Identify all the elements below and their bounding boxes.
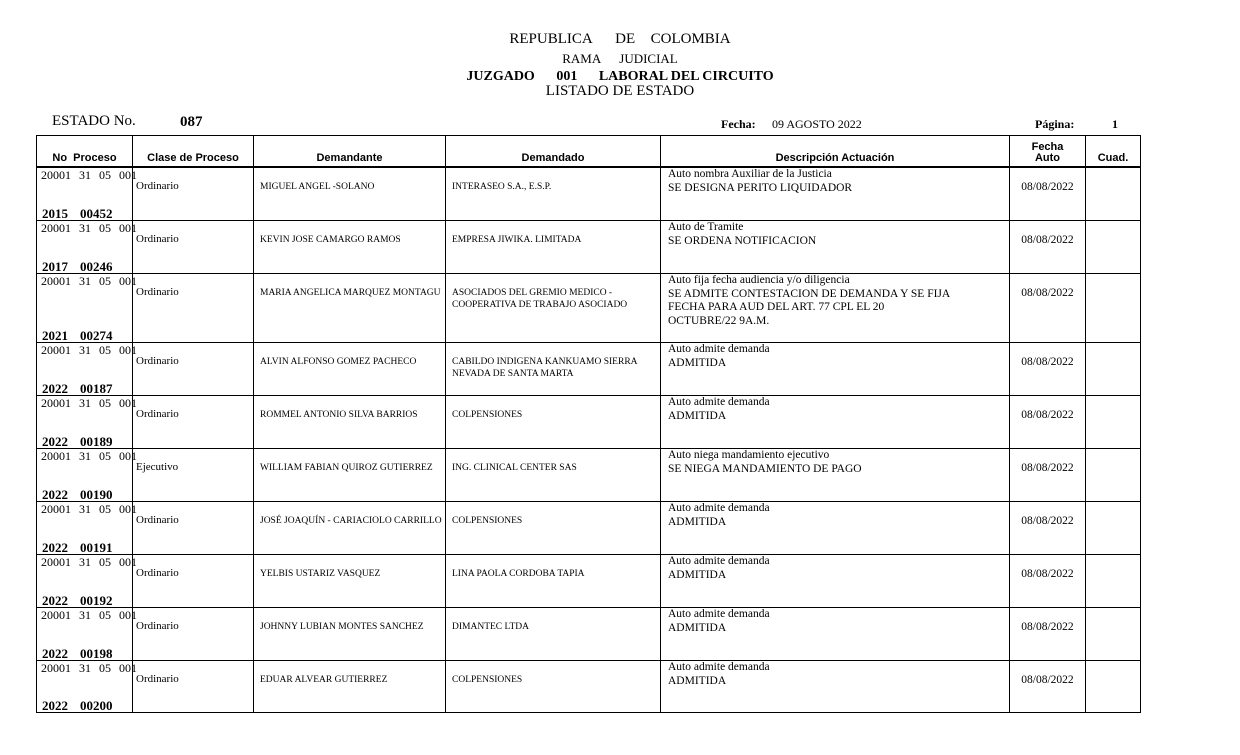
proceso-number: 00191 [80, 540, 113, 555]
proceso-number: 00198 [80, 646, 113, 661]
table-row [37, 608, 1141, 661]
col-header-demandado: Demandado [446, 136, 661, 168]
cell-clase: Ordinario [133, 221, 254, 274]
descripcion-detail: ADMITIDA [668, 409, 727, 422]
cell-cuad [1086, 502, 1141, 555]
cell-proceso [37, 608, 137, 661]
col-header-demandante: Demandante [254, 136, 446, 168]
cell-descripcion [661, 502, 1010, 555]
pagina-label: Página: [1035, 117, 1075, 131]
pagina-value: 1 [1112, 117, 1118, 131]
cell-demandado: ING. CLINICAL CENTER SAS [446, 449, 661, 502]
cell-clase: Ordinario [133, 608, 254, 661]
cell-fecha-auto: 08/08/2022 [1010, 555, 1086, 608]
cell-descripcion [661, 449, 1010, 502]
header-listing-title: LISTADO DE ESTADO [545, 83, 695, 99]
cell-proceso [37, 167, 137, 221]
proceso-number: 00452 [80, 206, 113, 221]
fecha-value: 09 AGOSTO 2022 [772, 117, 862, 131]
cell-fecha-auto: 08/08/2022 [1010, 502, 1086, 555]
descripcion-title: Auto nombra Auxiliar de la Justicia [668, 168, 832, 180]
cell-cuad [1086, 449, 1141, 502]
descripcion-detail: SE NIEGA MANDAMIENTO DE PAGO [668, 462, 862, 475]
cell-demandado: LINA PAOLA CORDOBA TAPIA [446, 555, 661, 608]
cell-fecha-auto: 08/08/2022 [1010, 661, 1086, 713]
cell-cuad [1086, 343, 1141, 396]
cell-clase: Ordinario [133, 555, 254, 608]
cell-demandado: COLPENSIONES [446, 661, 661, 713]
cell-cuad [1086, 396, 1141, 449]
table-row [37, 502, 1141, 555]
cell-descripcion [661, 608, 1010, 661]
estado-label: ESTADO No. [52, 113, 136, 129]
cell-fecha-auto: 08/08/2022 [1010, 608, 1086, 661]
cell-demandante: JOSÉ JOAQUÍN - CARIACIOLO CARRILLO [254, 502, 446, 555]
table-row [37, 343, 1141, 396]
proceso-code: 20001 31 05 001 [41, 396, 137, 410]
table-row [37, 396, 1141, 449]
cell-descripcion [661, 343, 1010, 396]
cell-demandante: ROMMEL ANTONIO SILVA BARRIOS [254, 396, 446, 449]
table-row [37, 274, 1141, 343]
descripcion-title: Auto fija fecha audiencia y/o diligencia [668, 274, 850, 286]
descripcion-title: Auto admite demanda [668, 343, 770, 355]
cell-fecha-auto: 08/08/2022 [1010, 343, 1086, 396]
descripcion-detail: ADMITIDA [668, 621, 727, 634]
cell-demandado: ASOCIADOS DEL GREMIO MEDICO - COOPERATIVA DE TRABAJO ASOCIADO [446, 274, 661, 343]
cell-fecha-auto: 08/08/2022 [1010, 274, 1086, 343]
cell-cuad [1086, 274, 1141, 343]
cell-clase: Ordinario [133, 396, 254, 449]
proceso-code: 20001 31 05 001 [41, 274, 137, 288]
header-country: REPUBLICA DE COLOMBIA [509, 31, 731, 47]
cell-fecha-auto: 08/08/2022 [1010, 396, 1086, 449]
cell-demandado: COLPENSIONES [446, 502, 661, 555]
table-row [37, 555, 1141, 608]
col-header-fecha-auto-line2: Auto [1034, 152, 1061, 164]
descripcion-detail: ADMITIDA [668, 356, 727, 369]
cell-clase: Ejecutivo [133, 449, 254, 502]
proceso-number: 00246 [80, 259, 113, 274]
proceso-number: 00192 [80, 593, 113, 608]
table-header-row [37, 136, 1141, 168]
cell-cuad [1086, 555, 1141, 608]
cell-demandado: CABILDO INDIGENA KANKUAMO SIERRA NEVADA DE SANTA MARTA [446, 343, 661, 396]
cell-clase: Ordinario [133, 502, 254, 555]
descripcion-detail: SE ADMITE CONTESTACION DE DEMANDA Y SE FIJA FECHA PARA AUD DEL ART. 77 CPL EL 20 OCTUBRE/22 9A.M. [668, 287, 950, 327]
cell-proceso [37, 555, 137, 608]
cell-fecha-auto: 08/08/2022 [1010, 167, 1086, 221]
proceso-code: 20001 31 05 001 [41, 555, 137, 569]
proceso-code: 20001 31 05 001 [41, 343, 137, 357]
proceso-year: 2022 [42, 593, 68, 608]
col-header-fecha-auto-line1: Fecha [1031, 141, 1064, 153]
cell-demandante: YELBIS USTARIZ VASQUEZ [254, 555, 446, 608]
cell-descripcion [661, 221, 1010, 274]
proceso-year: 2022 [42, 646, 68, 661]
court-number: 001 [556, 69, 578, 84]
cell-demandado: DIMANTEC LTDA [446, 608, 661, 661]
proceso-number: 00274 [80, 328, 113, 343]
cell-cuad [1086, 167, 1141, 221]
fecha-label: Fecha: [721, 117, 756, 131]
proceso-year: 2021 [42, 328, 68, 343]
descripcion-title: Auto admite demanda [668, 396, 770, 408]
proceso-number: 00190 [80, 487, 113, 502]
proceso-code: 20001 31 05 001 [41, 502, 137, 516]
proceso-year: 2022 [42, 540, 68, 555]
court-label: JUZGADO [466, 69, 535, 84]
descripcion-title: Auto admite demanda [668, 555, 770, 567]
proceso-code: 20001 31 05 001 [41, 168, 137, 182]
court-name: LABORAL DEL CIRCUITO [598, 69, 774, 84]
cell-proceso [37, 661, 137, 713]
cell-proceso [37, 502, 137, 555]
cell-clase: Ordinario [133, 274, 254, 343]
cell-demandante: WILLIAM FABIAN QUIROZ GUTIERREZ [254, 449, 446, 502]
proceso-radicado [42, 698, 113, 714]
proceso-number: 00187 [80, 381, 113, 396]
descripcion-detail: ADMITIDA [668, 674, 727, 687]
cell-cuad [1086, 661, 1141, 713]
estado-table [36, 135, 1141, 713]
col-header-proceso: No Proceso [37, 136, 133, 168]
descripcion-detail: SE ORDENA NOTIFICACION [668, 234, 817, 247]
header-branch: RAMA JUDICIAL [562, 51, 678, 66]
cell-cuad [1086, 221, 1141, 274]
table-row [37, 221, 1141, 274]
proceso-year: 2022 [42, 381, 68, 396]
col-header-fecha-auto [1010, 136, 1086, 168]
cell-demandado: COLPENSIONES [446, 396, 661, 449]
cell-descripcion [661, 167, 1010, 221]
proceso-code: 20001 31 05 001 [41, 449, 137, 463]
cell-fecha-auto: 08/08/2022 [1010, 449, 1086, 502]
descripcion-title: Auto admite demanda [668, 502, 770, 514]
cell-demandante: EDUAR ALVEAR GUTIERREZ [254, 661, 446, 713]
proceso-year: 2022 [42, 698, 68, 713]
proceso-number: 00200 [80, 698, 113, 713]
descripcion-title: Auto de Tramite [668, 221, 744, 233]
proceso-year: 2022 [42, 434, 68, 449]
descripcion-title: Auto niega mandamiento ejecutivo [668, 449, 830, 461]
cell-demandante: MARIA ANGELICA MARQUEZ MONTAGU [254, 274, 446, 343]
col-header-cuad: Cuad. [1086, 136, 1141, 168]
cell-clase: Ordinario [133, 167, 254, 221]
col-header-clase: Clase de Proceso [133, 136, 254, 168]
proceso-year: 2015 [42, 206, 68, 221]
cell-descripcion [661, 274, 1010, 343]
proceso-year: 2017 [42, 259, 68, 274]
cell-descripcion [661, 555, 1010, 608]
cell-proceso [37, 274, 137, 343]
cell-clase: Ordinario [133, 343, 254, 396]
table-row [37, 167, 1141, 221]
estado-number: 087 [180, 114, 203, 130]
descripcion-detail: ADMITIDA [668, 568, 727, 581]
table-row [37, 661, 1141, 713]
proceso-number: 00189 [80, 434, 113, 449]
proceso-year: 2022 [42, 487, 68, 502]
proceso-code: 20001 31 05 001 [41, 661, 137, 675]
cell-proceso [37, 343, 137, 396]
cell-demandado: INTERASEO S.A., E.S.P. [446, 167, 661, 221]
cell-demandante: KEVIN JOSE CAMARGO RAMOS [254, 221, 446, 274]
cell-descripcion [661, 396, 1010, 449]
cell-demandante: ALVIN ALFONSO GOMEZ PACHECO [254, 343, 446, 396]
cell-proceso [37, 449, 137, 502]
cell-demandante: JOHNNY LUBIAN MONTES SANCHEZ [254, 608, 446, 661]
col-header-descripcion: Descripción Actuación [661, 136, 1010, 168]
table-row [37, 449, 1141, 502]
descripcion-title: Auto admite demanda [668, 608, 770, 620]
cell-proceso [37, 396, 137, 449]
descripcion-detail: ADMITIDA [668, 515, 727, 528]
proceso-code: 20001 31 05 001 [41, 608, 137, 622]
cell-cuad [1086, 608, 1141, 661]
cell-fecha-auto: 08/08/2022 [1010, 221, 1086, 274]
proceso-code: 20001 31 05 001 [41, 221, 137, 235]
cell-proceso [37, 221, 137, 274]
descripcion-detail: SE DESIGNA PERITO LIQUIDADOR [668, 181, 853, 194]
descripcion-title: Auto admite demanda [668, 661, 770, 673]
cell-demandado: EMPRESA JIWIKA. LIMITADA [446, 221, 661, 274]
cell-clase: Ordinario [133, 661, 254, 713]
cell-descripcion [661, 661, 1010, 713]
cell-demandante: MIGUEL ANGEL -SOLANO [254, 167, 446, 221]
